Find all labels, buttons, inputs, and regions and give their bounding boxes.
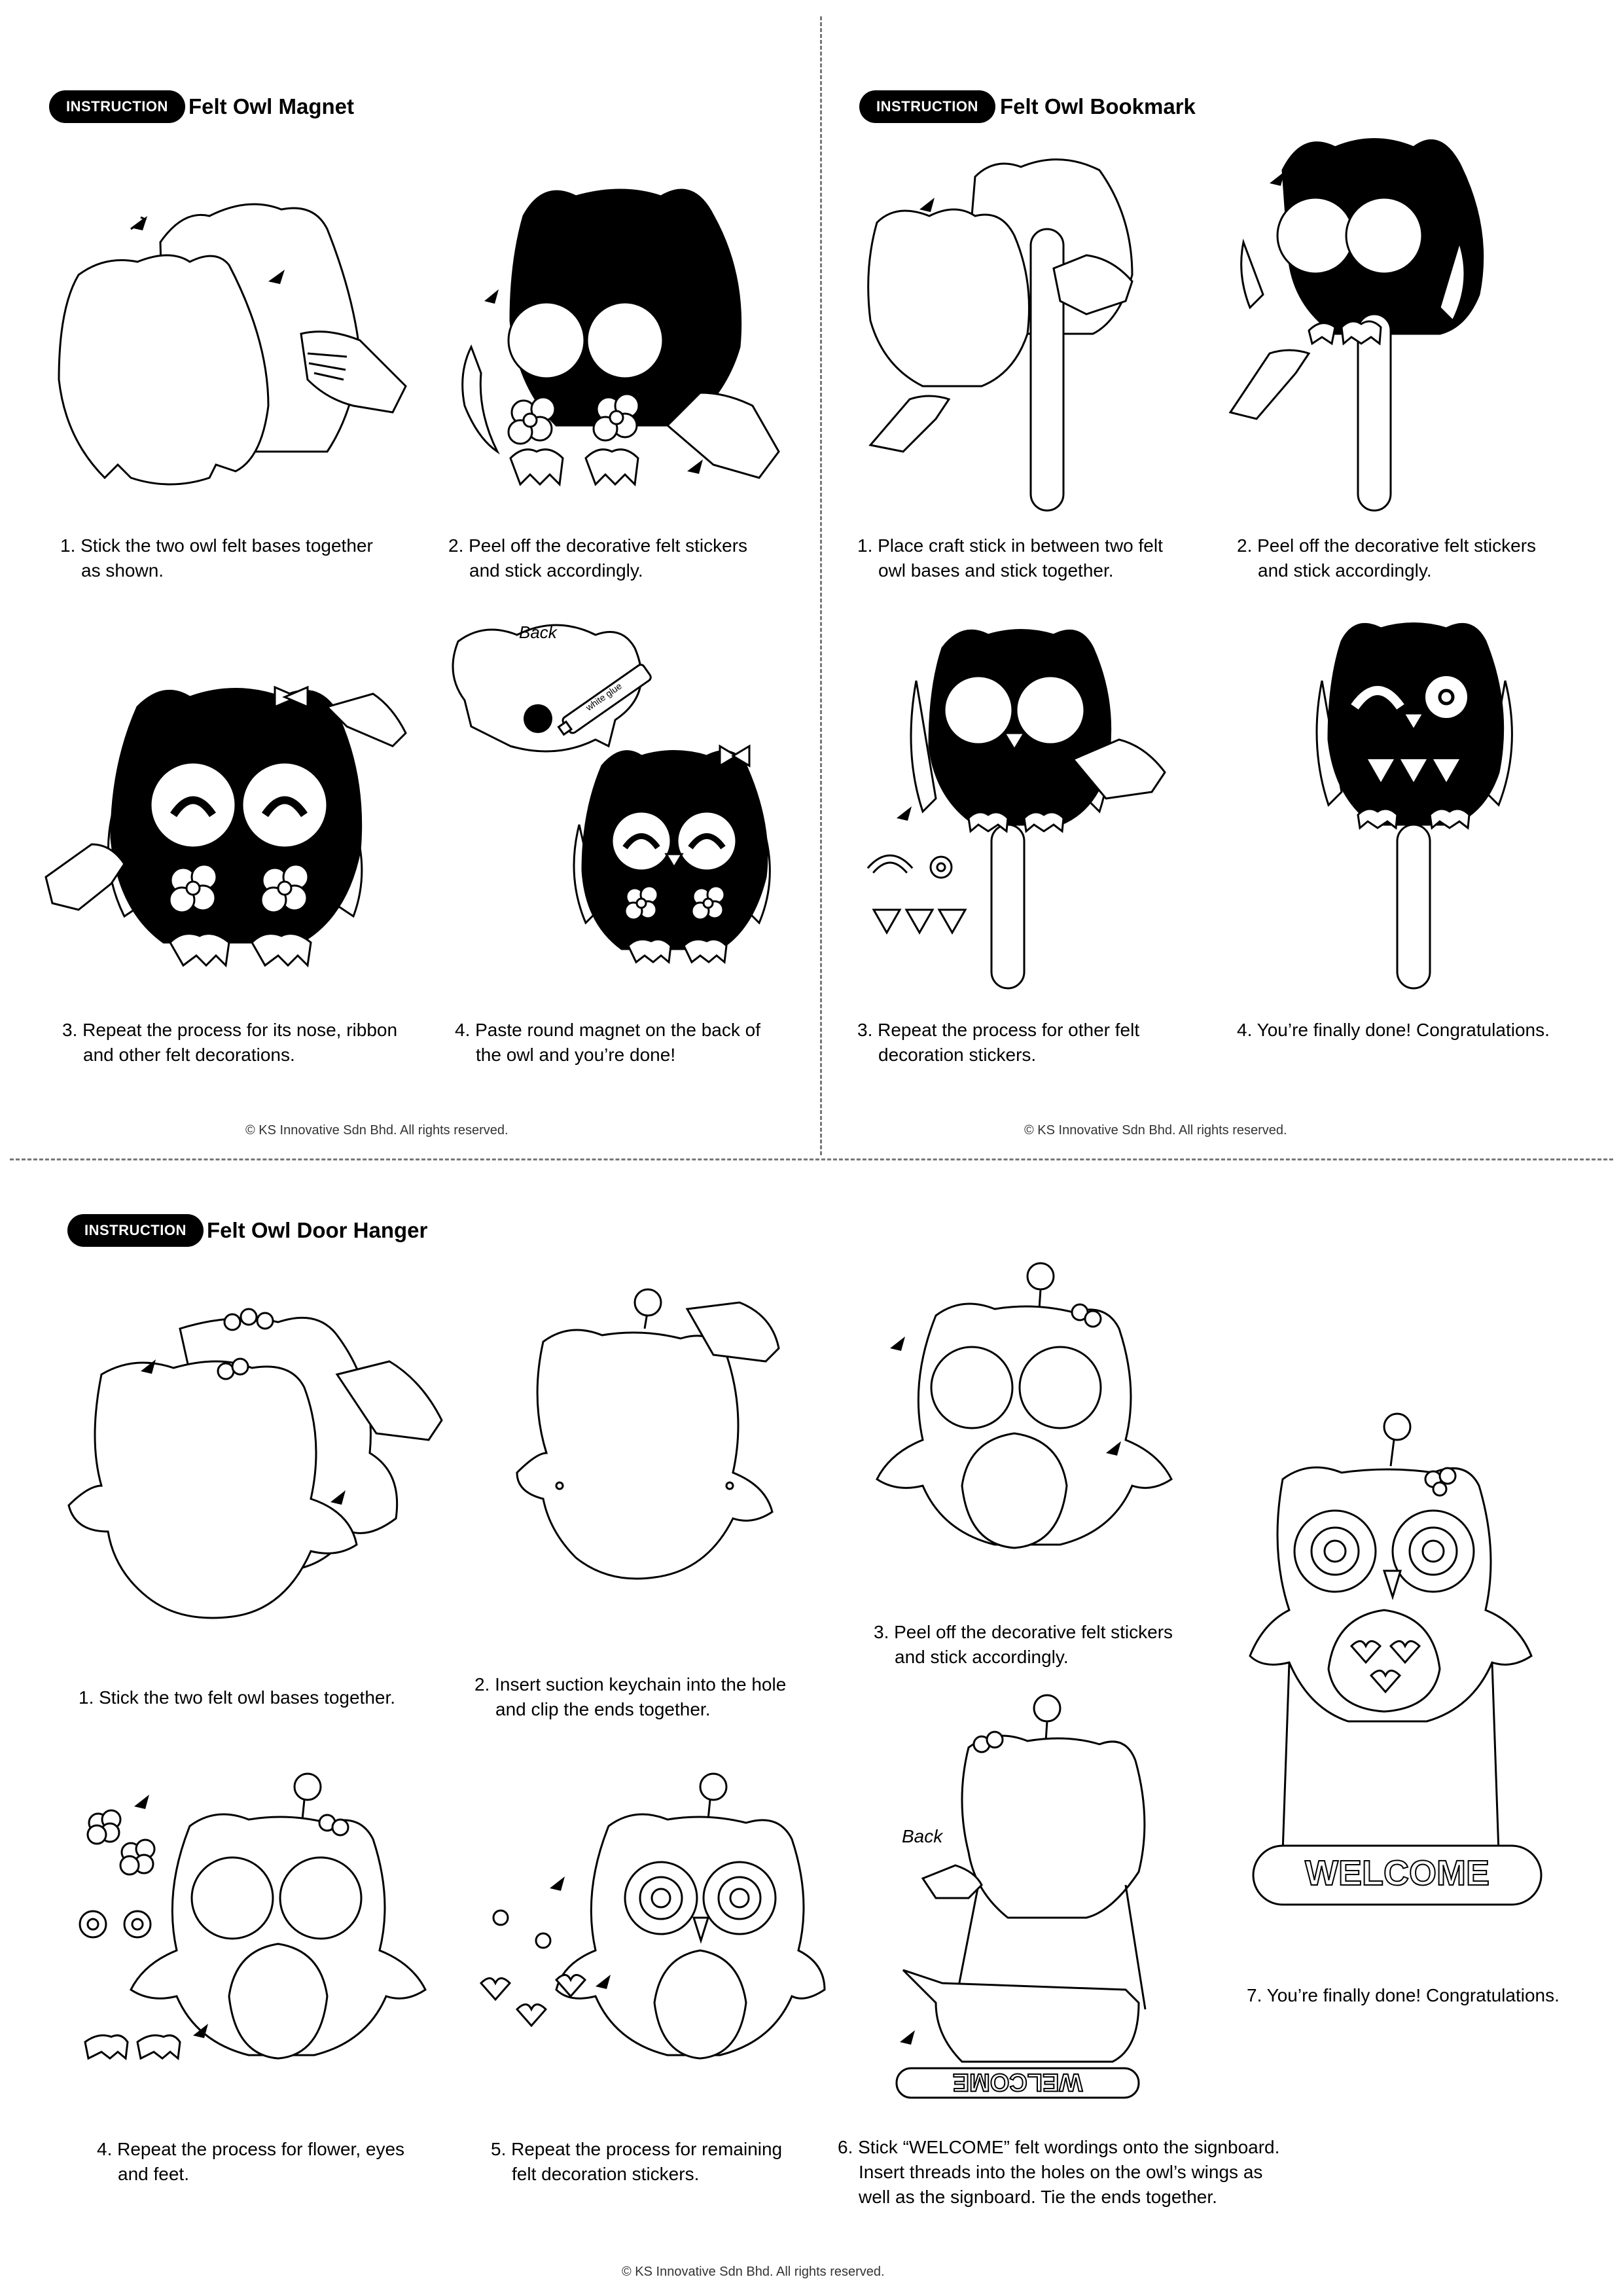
- hanger-sign-text: WELCOME: [1305, 1854, 1489, 1893]
- magnet-step2-illustration: [452, 177, 792, 497]
- instruction-badge: INSTRUCTION: [67, 1214, 204, 1247]
- bookmark-step3-caption: 3. Repeat the process for other felt decoration stickers.: [857, 1020, 1140, 1065]
- glue-label: white glue: [584, 680, 624, 713]
- magnet-step2-caption: 2. Peel off the decorative felt stickers and stick accordingly.: [448, 535, 748, 581]
- hanger-step6-illustration: [877, 1669, 1165, 2101]
- horizontal-cut-line: [10, 1158, 1613, 1160]
- hanger-step5-caption: 5. Repeat the process for remaining felt decoration stickers.: [491, 2139, 783, 2184]
- hanger-step4-illustration: [65, 1767, 432, 2108]
- hanger-step3-illustration: [864, 1257, 1185, 1584]
- magnet-step4-illustration: [445, 615, 812, 988]
- hanger-step1-illustration: [62, 1309, 448, 1643]
- instruction-badge: INSTRUCTION: [49, 90, 185, 123]
- hanger-step6-caption: 6. Stick “WELCOME” felt wordings onto the signboard. Insert threads into the holes on the owl’s wings as well as the signboard. Tie the ends together.: [838, 2137, 1280, 2207]
- hanger-step7-illustration: [1243, 1407, 1558, 1983]
- bookmark-step4-illustration: [1302, 615, 1525, 995]
- magnet-step1-caption: 1. Stick the two owl felt bases together as shown.: [60, 535, 373, 581]
- magnet-copyright: © KS Innovative Sdn Bhd. All rights reserved.: [245, 1123, 508, 1138]
- hanger-step5-illustration: [471, 1767, 825, 2108]
- instruction-badge: INSTRUCTION: [859, 90, 995, 123]
- hanger-step2-illustration: [510, 1283, 785, 1590]
- magnet-step4-caption: 4. Paste round magnet on the back of the owl and you’re done!: [455, 1020, 760, 1065]
- bookmark-step4-caption: 4. You’re finally done! Congratulations.: [1237, 1020, 1550, 1040]
- magnet-step3-illustration: [39, 668, 432, 982]
- hanger-title: Felt Owl Door Hanger: [207, 1218, 428, 1242]
- hanger-step4-caption: 4. Repeat the process for flower, eyes and feet.: [97, 2139, 405, 2184]
- hanger-back-label: Back: [902, 1826, 943, 1846]
- hanger-step3-caption: 3. Peel off the decorative felt stickers and stick accordingly.: [874, 1622, 1173, 1667]
- hanger-sign-text-reversed: WELCOME: [952, 2068, 1083, 2096]
- bookmark-title: Felt Owl Bookmark: [1000, 94, 1196, 118]
- magnet-step1-illustration: [52, 190, 419, 491]
- bookmark-copyright: © KS Innovative Sdn Bhd. All rights reserved.: [1024, 1123, 1287, 1138]
- hanger-step7-caption: 7. You’re finally done! Congratulations.: [1247, 1985, 1560, 2005]
- magnet-title: Felt Owl Magnet: [188, 94, 355, 118]
- hanger-step2-caption: 2. Insert suction keychain into the hole and clip the ends together.: [474, 1674, 787, 1719]
- bookmark-step1-caption: 1. Place craft stick in between two felt owl bases and stick together.: [857, 535, 1163, 581]
- magnet-back-label: Back: [519, 622, 557, 642]
- bookmark-step1-illustration: [857, 151, 1158, 517]
- magnet-step3-caption: 3. Repeat the process for its nose, ribbon and other felt decorations.: [62, 1020, 398, 1065]
- bookmark-step2-caption: 2. Peel off the decorative felt stickers and stick accordingly.: [1237, 535, 1537, 581]
- vertical-cut-line: [820, 16, 822, 1155]
- hanger-copyright: © KS Innovative Sdn Bhd. All rights reserved.: [622, 2265, 885, 2279]
- bookmark-step2-illustration: [1217, 131, 1518, 517]
- bookmark-step3-illustration: [864, 622, 1178, 995]
- hanger-step1-caption: 1. Stick the two felt owl bases together.: [79, 1687, 396, 1708]
